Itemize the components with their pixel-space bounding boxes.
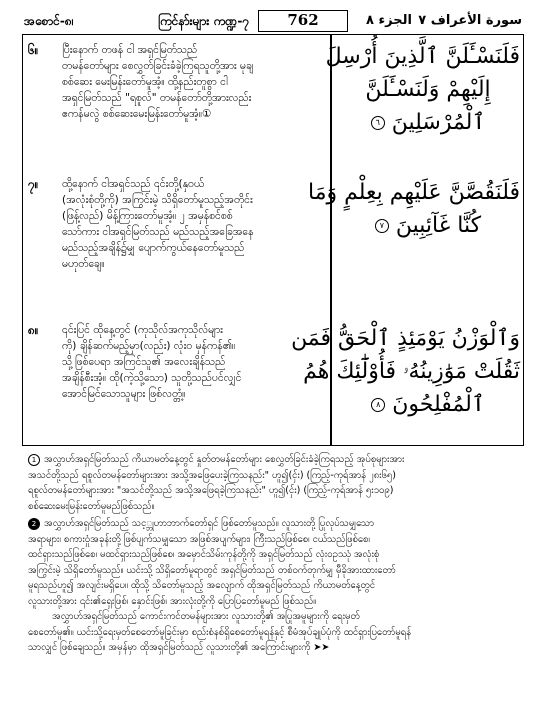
ayah-number: ٦ [371,116,385,130]
arabic-line: إِلَيْهِمْ وَلَنَسْـَٔلَنَّ [365,77,491,102]
arabic-line: فَلَنَسْـَٔلَنَّ ٱلَّذِينَ أُرْسِلَ [325,44,520,69]
footnote-line: လူသားတို့အား ၎င်း၏ရှေးဖြစ်၊ နှောင်းဖြစ်၊ အားလုံးတို့ကို ပြောပြတော်မူမည် ဖြစ်သည်။ [28,595,317,607]
verse-line: မဟုတ်ချေ။ [62,258,105,270]
verse-arabic-6 [325,40,520,139]
footnote-line: ရစူလ်တမန်တော်များအား "အသင်တို့သည် အသို့အဖြေရခဲ့ကြသနည်း" ဟူ၍(ငှ်း) (ကြည့်-ကုရ်အာန် ၅း၁၀၉) [28,485,394,496]
footnote-line: စေတော်မူ၏။ ယင်းသို့ရေးမှတ်စေတော်မူခြင်းမှာ စည်းစံနစ်ရှိစေတော်မူရန်နှင့် စီမံအုပ်ချုပ်ပုံကို ထင်ရှားပြတော်မူရန် [28,626,412,638]
footnote-marker: 2 [28,518,40,530]
arabic-line: ٱلْمُرْسَلِينَ [391,110,486,135]
footnote-line: အရာများ၊ စကားဝှုံအခုန်းတို့ ဖြစ်ပျက်သမျှသော အဖြစ်အပျက်များ၊ ကြီးသည်ဖြစ်စေ၊ ငယ်သည်ဖြစ်စေ၊ [28,533,370,545]
verse-line: တမန်တော်များ စေလွှတ်ခြင်းခံခဲ့ကြရသူတို့အား မုချ [62,60,254,72]
page-number: 762 [258,10,348,32]
verse-line: ကို) ချိန်ဆက်မည့်မှာ(လည်း) လုံး၀ မှန်ကန်၏။ [62,340,236,352]
verse-line: သော်ကား ငါအရှင်မြတ်သည် မည်သည့်အခြေအနေ [62,226,254,238]
footnote-line: အလွှာဟ်အရှင်မြတ်သည် ကောင်းကင်တမန်များအား လူသားတို့၏ အပြုအမူများကို ရေးမှတ် [52,611,360,622]
verse-line: ၎င်းပြင် ထိုနေ့တွင် (ကုသိုလ်အကုသိုလ်များ [62,324,223,336]
verse-line: စစ်ဆေး မေးမြန်းတော်မူအံ့။ ထို့နည်းတူစွာ ငါ [62,76,228,88]
verse-translation-7 [28,176,324,272]
footnote-2 [28,516,518,656]
arabic-line: كُنَّا غَآئِبِينَ [395,213,482,238]
arabic-line: وَٱلْوَزْنُ يَوْمَئِذٍ ٱلْحَقُّ فَمَن [291,326,520,351]
verse-number: ၈။ [28,323,39,337]
juz-label: الجزء ٨ [366,13,412,28]
footnote-line: သာလျှင် ဖြစ်ချေသည်။ အမှန်မှာ ထိုအရှင်မြတ်သည် လူသားတို့၏ အကြောင်းများကို ➤➤ [28,642,330,653]
verse-line: အောင်မြင်သောသူများ ဖြစ်လတ္တံ့။ [62,388,186,400]
verse-line: (ဖြန့်လည်) မိန့်ကြားတော်မူအံ့။ ၂ အမှန်စင်စစ် [62,210,233,222]
arabic-line: فَلَنَقُصَّنَّ عَلَيْهِم بِعِلْمٍ وَمَا [308,180,520,205]
verse-translation-8 [28,322,324,402]
arabic-line: ثَقُلَتْ مَوَٰزِينُهُۥ فَأُوْلَٰٓئِكَ هُمُ [303,359,520,384]
footnote-line: မူရသည်ဟူ၍ အလျင်းမရှိပေ။ ထိုသို့ သိတော်မူသည့် အလျောက် ထိုအရှင်မြတ်သည် ကိယာမတ်နေ့တွင် [28,580,376,591]
verse-line: အရှင်မြတ်သည် "ရစူလ်" တမန်တော်တို့အားလည်း [62,92,252,104]
footnote-line: စစ်ဆေးမေးမြန်းတော်မူမည်ဖြစ်သည်။ [28,500,155,512]
footnote-line: အလွှာဟ်အရှင်မြတ်သည် ကိယာမတ်နေ့တွင် နှုတ်တမန်တော်များ စေလွှတ်ခြင်းခံခဲ့ကြရသည့် အုပ်စုများအား [44,454,405,465]
footnote-line: အကြွင်းမဲ့ သိရှိတော်မူသည်။ ယင်းသို့ သိရှိတော်မူရာတွင် အရှင်မြတ်သည် တစ်ဝက်တုက်မျှ မှီခိုအားထားတော် [28,564,396,576]
ayah-number: ٧ [375,219,389,233]
verse-number: ၆။ [28,43,39,57]
ayah-number: ٨ [371,398,385,412]
section-label: ကြင်နာ်းများ ကဏ္ဍ-၇ [158,14,250,28]
verse-line: သို့ဖြစ်ပေရာ အကြင်သူ၏ အလေးချိန်သည် [62,356,226,368]
verse-line: မည်သည့်အချိန်၌မျှ ပျောက်ကွယ်နေတော်မူသည် [62,242,245,254]
verse-arabic-7 [308,176,520,242]
verse-number: ၇။ [28,177,39,191]
verse-line: (အလုံးစုံတို့ကို) အကြွင်းမဲ့ သိရှိတော်မူသည့်အတိုင်း [62,194,253,206]
footnote-1 [28,452,518,514]
footnote-line: အလွှာဟ်အရှင်မြတ်သည် သင့္ဘုဟာဘာက်တော်ရှင် ဖြစ်တော်မူသည်။ လူသားတို့ ပြုလုပ်သမျှသော [44,518,375,529]
footnote-line: အသင်တို့သည် ရစူလ်တမန်တော်များအား အသို့အဖြေပေးခဲ့ကြသနည်း" ဟူ၍(ငှ်း) (ကြည့်-ကုရ်အာန် ၂၈း၆၅) [28,469,396,481]
verse-arabic-8 [291,322,520,421]
verse-line: ဧကန်မလွဲ စစ်ဆေးမေးမြန်းတော်မူအံ့။① [62,108,212,120]
verse-line: အချိန်စီးအံ့။ ထို(ကဲ့သို့သော) သူတို့သည်ပင်လျှင် [62,372,242,384]
verse-line: ပြီးနောက် တဖန် ငါ အရှင်မြတ်သည် [62,44,198,56]
verse-translation-6 [28,42,324,122]
verse-line: ထို့နောက် ငါအရှင်သည် ၎င်းတို့(နှ၀ယ် [62,178,205,190]
page-header [22,10,524,32]
footnote-line: ထင်ရှားသည်ဖြစ်စေ၊ မထင်ရှားသည်ဖြစ်စေ၊ အမှောင်သိမ်းကုန်တို့ကို အရှင်မြတ်သည် လုံး၀ဥဿုံ အလုံးစုံ [28,549,380,560]
surah-label: سورة الأعراف ٧ [418,13,522,28]
footnotes [28,452,518,658]
footnote-marker: 1 [28,454,40,466]
volume-label: အစောင်-၈၊ [24,14,74,28]
arabic-line: ٱلْمُفْلِحُونَ [392,392,485,417]
